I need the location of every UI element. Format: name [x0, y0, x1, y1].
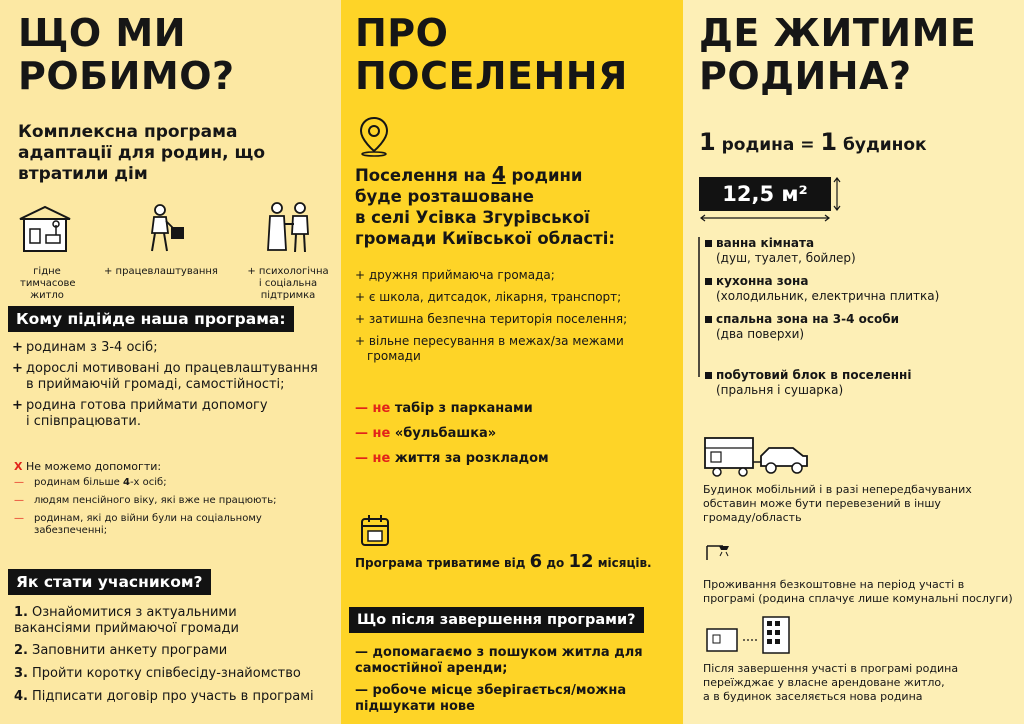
room-bullet: [705, 240, 712, 247]
duration-max: 12: [568, 551, 594, 572]
lamp-icon: [705, 540, 735, 564]
duration-unit: місяців.: [593, 556, 652, 570]
col1-subtitle: [18, 122, 265, 185]
after-item: [355, 683, 677, 715]
duration-text: Програма триватиме від: [355, 556, 530, 570]
service-support-label: [246, 266, 330, 302]
step-line2: вакансіями приймаючої громади: [14, 621, 239, 636]
dash-marker: —: [14, 495, 24, 506]
step-line1: Ознайомитися з актуальними: [32, 605, 237, 620]
col2-title-line2: ПОСЕЛЕННЯ: [355, 54, 628, 98]
after-item: [355, 645, 677, 677]
feature-item: + затишна безпечна територія поселення;: [355, 312, 628, 326]
service-housing-line2: тимчасове: [20, 278, 76, 289]
free-note-line1: Проживання безкоштовне на період участі в: [703, 578, 965, 591]
step-item: [14, 666, 339, 682]
room-detail: (пральня і сушарка): [716, 383, 844, 397]
after-participation-note: [703, 662, 1023, 704]
family-house-ratio: [699, 128, 927, 156]
free-living-note: [703, 578, 1023, 606]
cross-marker: X: [14, 460, 23, 473]
service-employment-label: + працевлаштування: [104, 266, 218, 277]
duration-to: до: [542, 556, 569, 570]
step-item: [14, 689, 339, 705]
after-note-line2: переїжджає у власне арендоване житло,: [703, 676, 945, 689]
cannot-item-number: 4: [122, 477, 130, 488]
not-item: [355, 451, 549, 467]
cannot-help-list: [14, 477, 334, 537]
feature-item: [355, 334, 677, 364]
who-item: [12, 398, 337, 430]
step-item: [14, 605, 339, 637]
not-item: [355, 426, 549, 442]
who-item-line2: і співпрацювати.: [26, 414, 141, 429]
not-word: не: [372, 451, 391, 466]
service-housing-line1: гідне: [33, 266, 61, 277]
room-name: спальна зона на 3-4 особи: [716, 312, 900, 326]
mobile-note-line3: громаду/область: [703, 511, 802, 524]
after-item-line2: самостійної аренди;: [355, 661, 508, 676]
loc-line4: громади Київської області:: [355, 229, 615, 248]
who-item-line1: дорослі мотивовані до працевлаштування: [26, 361, 318, 376]
ratio-family-count: 1: [699, 128, 716, 156]
step-number: 4.: [14, 689, 28, 704]
cannot-item-text: людям пенсійного віку, які вже не працюють;: [34, 495, 277, 506]
feature-item: + є школа, дитсадок, лікарня, транспорт;: [355, 290, 622, 304]
col1-title: [18, 12, 235, 98]
steps-list: [14, 605, 339, 705]
house-area-badge: 12,5 м²: [699, 177, 831, 211]
mobile-note-line1: Будинок мобільний і в разі непередбачуваних: [703, 483, 972, 496]
room-item: [705, 236, 1015, 266]
service-support-line1: + психологічна: [247, 266, 329, 277]
loc-line3: в селі Усівка Згурівської: [355, 208, 590, 227]
step-item: [14, 643, 339, 659]
area-dimension-arrow: [699, 214, 831, 222]
col1-title-line1: ЩО МИ: [18, 11, 187, 55]
step-line1: Заповнити анкету програми: [32, 643, 228, 658]
who-item-line1: родина готова приймати допомогу: [26, 398, 268, 413]
not-text: життя за розкладом: [390, 451, 549, 466]
features-list: [355, 268, 677, 364]
room-item: [705, 312, 1015, 342]
after-program-header: Що після завершення програми?: [349, 607, 644, 633]
house-icon: [18, 205, 72, 253]
cannot-help-title: Не можемо допомогти:: [25, 460, 162, 473]
step-line1: Підписати договір про участь в програмі: [32, 689, 314, 704]
col3-title: [699, 12, 976, 98]
after-item-line1: — робоче місце зберігається/можна: [355, 683, 627, 698]
dash-marker: —: [355, 426, 368, 441]
ratio-house-text: будинок: [837, 135, 927, 155]
column-about-settlement: [341, 0, 683, 724]
col1-title-line2: РОБИМО?: [18, 54, 235, 98]
who-item: [12, 340, 337, 356]
calendar-icon: [359, 513, 393, 549]
how-to-join-header: Як стати учасником?: [8, 569, 211, 595]
feature-line1: + вільне пересування в межах/за межами: [355, 334, 624, 348]
cannot-item-suffix: -х осіб;: [129, 477, 167, 488]
house-to-apartment-icon: [705, 615, 795, 657]
col2-title-line1: ПРО: [355, 11, 449, 55]
dash-marker: —: [14, 513, 24, 524]
room-item: [705, 368, 1015, 398]
room-name: кухонна зона: [716, 274, 809, 288]
step-number: 1.: [14, 605, 28, 620]
column-what-we-do: [0, 0, 341, 724]
col1-subtitle-line1: Комплексна програма: [18, 122, 238, 142]
not-word: не: [372, 401, 391, 416]
loc-suffix: родини: [505, 166, 583, 185]
col1-subtitle-line2: адаптації для родин, що: [18, 143, 266, 163]
step-line1: Пройти коротку співбесіду-знайомство: [32, 666, 301, 681]
room-detail: (два поверхи): [716, 327, 805, 341]
service-support-line2: і соціальна: [258, 278, 318, 289]
col2-title: [355, 12, 628, 98]
free-note-line2: програмі (родина сплачує лише комунальні послуги): [703, 592, 1013, 605]
after-item-line2: підшукати нове: [355, 699, 475, 714]
room-bullet: [705, 278, 712, 285]
cannot-item-line2: забезпеченні;: [34, 525, 108, 536]
step-number: 2.: [14, 643, 28, 658]
service-housing-line3: житло: [30, 290, 64, 301]
cannot-item-text: родинам більше: [34, 477, 123, 488]
who-fits-header: Кому підійде наша програма:: [8, 306, 294, 332]
cannot-item: [14, 513, 334, 537]
worker-icon: [142, 203, 188, 255]
who-item: [12, 361, 337, 393]
room-bullet: [705, 316, 712, 323]
cannot-item: [14, 495, 334, 507]
ratio-house-count: 1: [820, 128, 838, 156]
rooms-list: [705, 236, 1015, 398]
feature-line2: громади: [367, 349, 421, 363]
who-fits-list: [12, 340, 337, 430]
dash-marker: —: [355, 451, 368, 466]
room-item: [705, 274, 1015, 304]
step-number: 3.: [14, 666, 28, 681]
column-where-family-lives: [683, 0, 1024, 724]
support-icon: [264, 200, 314, 256]
plus-marker: +: [12, 340, 23, 355]
mobile-house-car-icon: [703, 432, 811, 478]
not-word: не: [372, 426, 391, 441]
room-name: побутовий блок в поселенні: [716, 368, 912, 382]
not-text: табір з парканами: [390, 401, 533, 416]
room-bullet: [705, 372, 712, 379]
rooms-bracket: [695, 235, 705, 383]
loc-number: 4: [491, 162, 506, 186]
after-note-line3: а в будинок заселяється нова родина: [703, 690, 923, 703]
settlement-location: [355, 164, 615, 249]
feature-item: + дружня приймаюча громада;: [355, 268, 555, 282]
loc-line2: буде розташоване: [355, 187, 534, 206]
service-housing-label: [20, 266, 74, 302]
cannot-item-text: родинам, які до війни були на соціальному: [34, 513, 262, 524]
after-item-line1: — допомагаємо з пошуком житла для: [355, 645, 643, 660]
dash-marker: —: [14, 477, 24, 488]
program-duration: [355, 551, 652, 572]
not-list: [355, 401, 549, 467]
cannot-item: [14, 477, 334, 489]
mobile-house-note: [703, 483, 1018, 525]
cannot-help-header: [14, 460, 161, 474]
duration-min: 6: [529, 551, 543, 572]
plus-marker: +: [12, 398, 23, 413]
mobile-note-line2: обставин може бути перевезений в іншу: [703, 497, 941, 510]
col3-title-line1: ДЕ ЖИТИМЕ: [699, 11, 977, 55]
not-text: «бульбашка»: [390, 426, 497, 441]
room-detail: (душ, туалет, бойлер): [716, 251, 856, 265]
ratio-family-text: родина =: [715, 135, 821, 155]
loc-text: Поселення на: [355, 166, 492, 185]
dash-marker: —: [355, 401, 368, 416]
who-item-line1: родинам з 3-4 осіб;: [26, 340, 158, 355]
after-note-line1: Після завершення участі в програмі родина: [703, 662, 959, 675]
who-item-line2: в приймаючій громаді, самостійності;: [26, 377, 285, 392]
col3-title-line2: РОДИНА?: [699, 54, 912, 98]
room-detail: (холодильник, електрична плитка): [716, 289, 940, 303]
plus-marker: +: [12, 361, 23, 376]
service-support-line3: підтримка: [260, 290, 316, 301]
room-name: ванна кімната: [716, 236, 815, 250]
location-pin-icon: [357, 115, 391, 157]
after-program-list: [355, 645, 677, 715]
col1-subtitle-line3: втратили дім: [18, 164, 148, 184]
area-height-arrow: [833, 176, 841, 212]
not-item: [355, 401, 549, 417]
